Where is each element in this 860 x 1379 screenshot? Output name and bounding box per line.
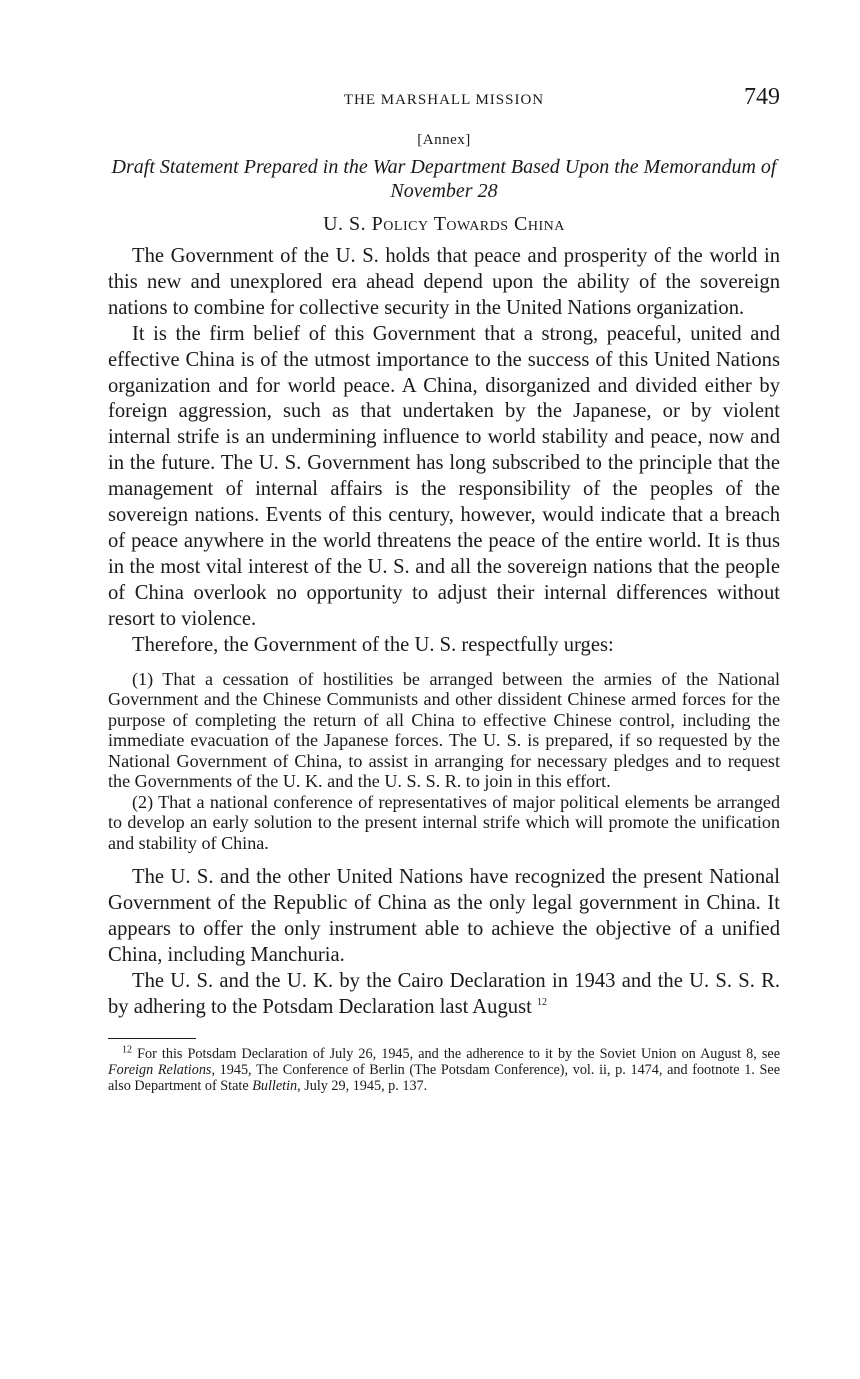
footnote-text-3: , July 29, 1945, p. 137.: [297, 1078, 428, 1095]
body-paragraph: Therefore, the Government of the U. S. respectfully urges:: [132, 633, 614, 656]
numbered-points: [108, 669, 780, 854]
annex-label: [Annex]: [417, 132, 471, 148]
page-number: 749: [744, 84, 780, 110]
footnote: [108, 1044, 781, 1095]
footnote-divider: [108, 1038, 196, 1039]
footnote-italic-bulletin: Bulletin: [252, 1078, 298, 1095]
numbered-point: (1) That a cessation of hostilities be arranged between the armies of the National Government and the Chinese Communists and other dissident Chinese armed forces for the purpose of completing the return of all China to effective Chinese control, including the immediate evacuation of the Japanese forces. The U. S. is prepared, if so requested by the National Government of China, to assist in arranging for necessary pledges and to request the Governments of the U. K. and the U. S. S. R. to join in this effort.: [108, 668, 780, 791]
footnote-text-1: For this Potsdam Declaration of July 26, 1945, and the adherence to it by the Soviet Union on August 8, see: [137, 1046, 781, 1063]
body-paragraph: The U. S. and the other United Nations have recognized the present National Government of the Republic of China as the only legal government in China. It appears to offer the only instrument able to achieve the objective of a unified China, including Manchuria.: [108, 866, 780, 966]
running-head-title: THE MARSHALL MISSION: [343, 92, 545, 108]
body-paragraph: It is the firm belief of this Government that a strong, peaceful, united and effective China is of the utmost importance to the success of this United Nations organization and for world peace. A China, disorganized and divided either by foreign aggression, such as that undertaken by the Japanese, or by violent internal strife is an undermining influence to world stability and peace, now and in the future. The U. S. Government has long subscribed to the principle that the management of internal affairs is the responsibility of the peoples of the sovereign nations. Events of this century, however, would indicate that a breach of peace anywhere in the world threatens the peace of the entire world. It is thus in the most vital interest of the U. S. and all the sovereign nations that the people of China overlook no opportunity to adjust their internal differences without resort to violence.: [108, 322, 780, 630]
body-paragraph-with-footnote: [108, 969, 780, 1021]
body-paragraph-text: The U. S. and the U. K. by the Cairo Declaration in 1943 and the U. S. S. R. by adhering to the Potsdam Declaration last August: [108, 969, 780, 1018]
footnote-marker: 12: [122, 1044, 132, 1056]
body-paragraph: The Government of the U. S. holds that peace and prosperity of the world in this new and unexplored era ahead depend upon the ability of the sovereign nations to combine for collective security in the United Nations organization.: [108, 245, 780, 319]
draft-statement-title: Draft Statement Prepared in the War Department Based Upon the Memorandum of November 28: [111, 156, 777, 202]
policy-heading: U. S. Policy Towards China: [323, 213, 565, 235]
footnote-italic-source: Foreign Relations: [108, 1062, 212, 1079]
footnote-text-2: , 1945, The Conference of Berlin (The Potsdam Conference), vol. ii, p. 1474, and footnote 1. See also Department of State: [108, 1062, 780, 1095]
closing-paragraphs: [108, 865, 780, 1020]
footnote-reference: 12: [536, 996, 547, 1008]
running-head: [108, 80, 780, 120]
numbered-point: (2) That a national conference of representatives of major political elements be arranged to develop an early solution to the present internal strife which will promote the unification and stability of China.: [108, 791, 780, 853]
document-page: [108, 80, 780, 1095]
